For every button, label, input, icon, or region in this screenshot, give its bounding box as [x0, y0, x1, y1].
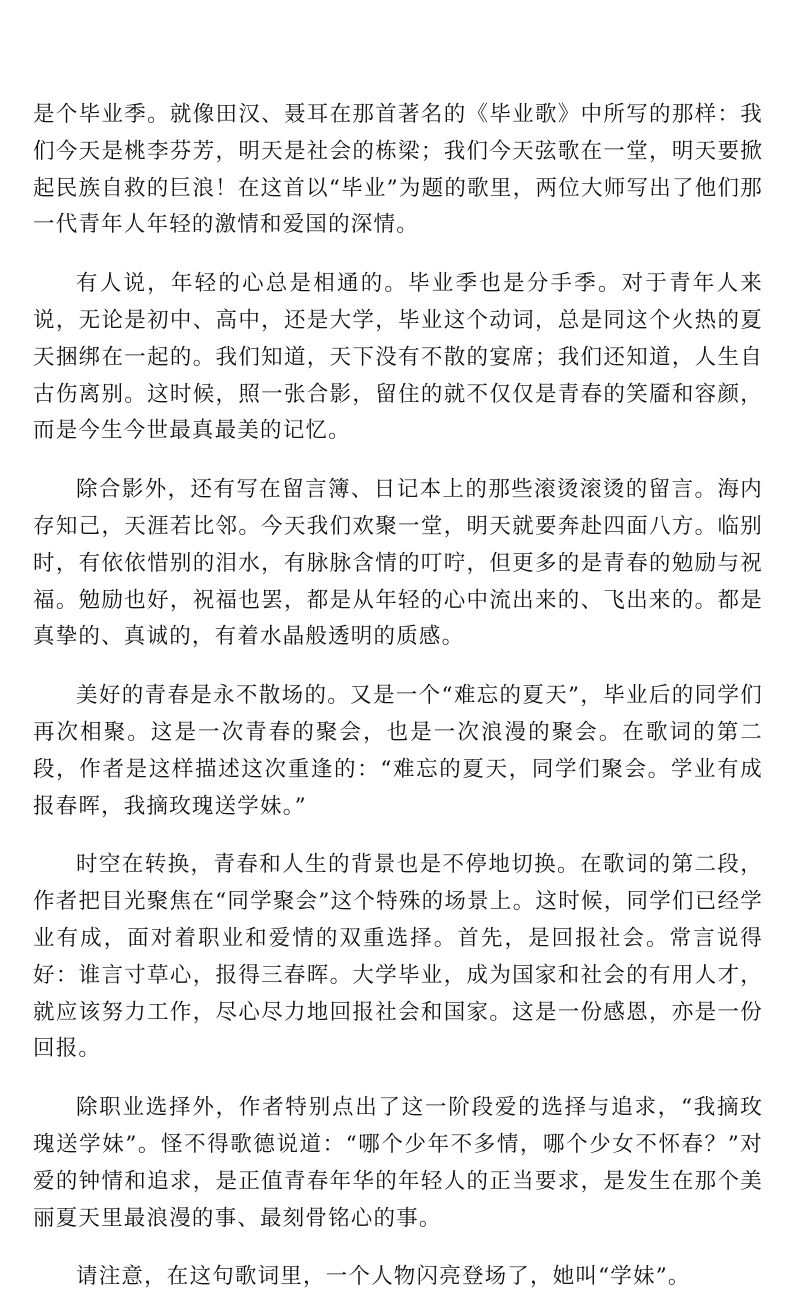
paragraph-2: 有人说，年轻的心总是相通的。毕业季也是分手季。对于青年人来说，无论是初中、高中，还是大学，毕业这个动词，总是同这个火热的夏天捆绑在一起的。我们知道，天下没有不散的宴席；我们还知道，人生自古伤离别。这时候，照一张合影，留住的就不仅仅是青春的笑靥和容颜，而是今生今世最真最美的记忆。 — [33, 271, 763, 444]
paragraph-3: 除合影外，还有写在留言簿、日记本上的那些滚烫滚烫的留言。海内存知己，天涯若比邻。今天我们欢聚一堂，明天就要奔赴四面八方。临别时，有依依惜别的泪水，有脉脉含情的叮咛，但更多的是青春的勉励与祝福。勉励也好，祝福也罢，都是从年轻的心中流出来的、飞出来的。都是真挚的、真诚的，有着水晶般透明的质感。 — [33, 477, 763, 650]
paragraph-1: 是个毕业季。就像田汉、聂耳在那首著名的《毕业歌》中所写的那样：我们今天是桃李芬芳，明天是社会的栋梁；我们今天弦歌在一堂，明天要掀起民族自救的巨浪！在这首以“毕业”为题的歌里，两位大师写出了他们那一代青年人年轻的激情和爱国的深情。 — [33, 102, 763, 238]
paragraph-7: 请注意，在这句歌词里，一个人物闪亮登场了，她叫“学妹”。 — [76, 1264, 691, 1290]
paragraph-4: 美好的青春是永不散场的。又是一个“难忘的夏天”，毕业后的同学们再次相聚。这是一次青春的聚会，也是一次浪漫的聚会。在歌词的第二段，作者是这样描述这次重逢的：“难忘的夏天，同学们聚会。学业有成报春晖，我摘玫瑰送学妹。” — [33, 683, 763, 819]
paragraph-5: 时空在转换，青春和人生的背景也是不停地切换。在歌词的第二段，作者把目光聚焦在“同学聚会”这个特殊的场景上。这时候，同学们已经学业有成，面对着职业和爱情的双重选择。首先，是回报社会。常言说得好：谁言寸草心，报得三春晖。大学毕业，成为国家和社会的有用人才，就应该努力工作，尽心尽力地回报社会和国家。这是一份感恩，亦是一份回报。 — [33, 852, 763, 1062]
body-text — [33, 97, 763, 1296]
paragraph-6: 除职业选择外，作者特别点出了这一阶段爱的选择与追求，“我摘玫瑰送学妹”。怪不得歌德说道：“哪个少年不多情，哪个少女不怀春？”对爱的钟情和追求，是正值青春年华的年轻人的正当要求，是发生在那个美丽夏天里最浪漫的事、最刻骨铭心的事。 — [33, 1095, 763, 1231]
